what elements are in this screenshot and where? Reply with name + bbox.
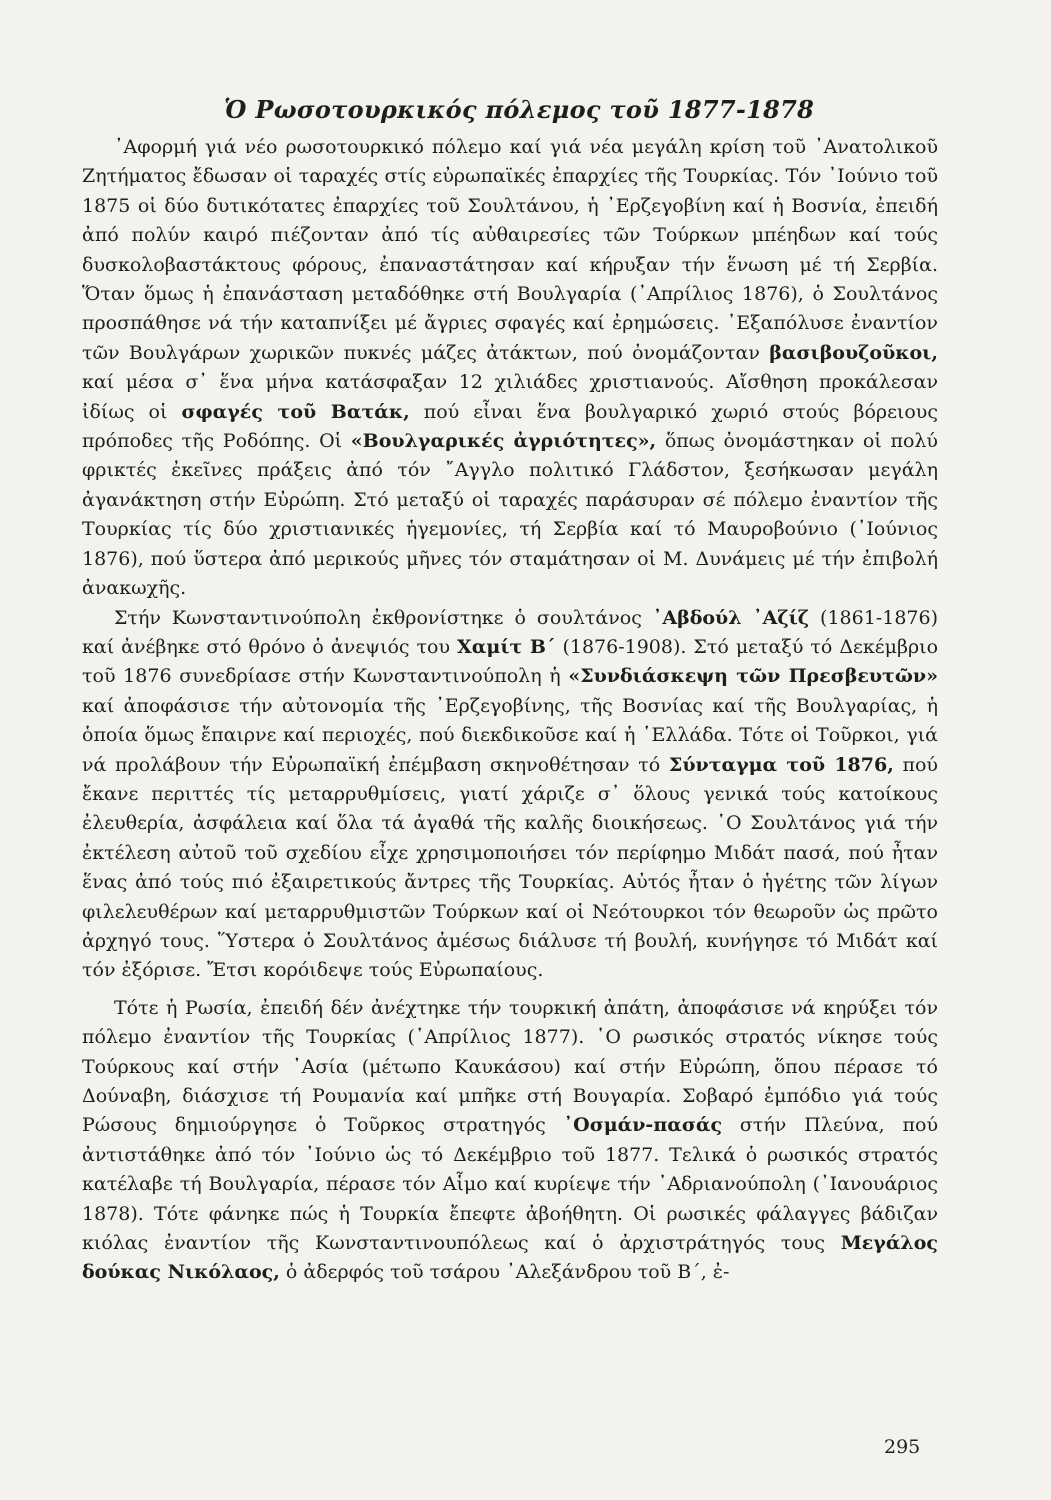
body-text — [82, 133, 938, 1288]
text-run: ᾿Αφορμή γιά νέο ρωσοτουρκικό πόλεμο καί γιά νέα μεγάλη κρίση τοῦ ᾿Ανατολικοῦ Ζητήματος ἔδωσαν οἱ ταραχές στίς εὐρωπαϊκές ἐπαρχίες τῆς Τουρκίας. Τόν ᾿Ιούνιο τοῦ 1875 οἱ δύο δυτικότατες ἐπαρχίες τοῦ Σουλτάνου, ἡ ᾿Ερζεγοβίνη καί ἡ Βοσνία, ἐπειδή ἀπό πολύν καιρό πιέζονταν ἀπό τίς αὐθαιρεσίες τῶν Τούρκων μπέηδων καί τούς δυσκολοβαστάκτους φόρους, ἐπαναστάτησαν καί κήρυξαν τήν ἕνωση μέ τή Σερβία. Ὅταν ὅμως ἡ ἐπανάσταση μεταδόθηκε στή Βουλγαρία (᾿Απρίλιος 1876), ὁ Σουλτάνος προσπάθησε νά τήν καταπνίξει μέ ἄγριες σφαγές καί ἐρημώσεις. ᾿Εξαπόλυσε ἐναντίον τῶν Βουλγάρων χωρικῶν πυκνές μάζες ἀτάκτων, πού ὀνομάζονταν — [82, 136, 938, 364]
bold-term: Σύνταγμα τοῦ 1876, — [668, 753, 894, 776]
paragraph-1 — [82, 133, 938, 604]
paragraph-3 — [82, 994, 938, 1288]
page-number: 295 — [884, 1436, 921, 1458]
paragraph-2 — [82, 604, 938, 986]
text-run: Τότε ἡ Ρωσία, ἐπειδή δέν ἀνέχτηκε τήν τουρκική ἀπάτη, ἀποφάσισε νά κηρύξει τόν πόλεμο ἐναντίον τῆς Τουρκίας (᾿Απρίλιος 1877). ῾Ο ρωσικός στρατός νίκησε τούς Τούρκους καί στήν ᾿Ασία (μέτωπο Καυκάσου) καί στήν Εὐρώπη, ὅπου πέρασε τό Δούναβη, διάσχισε τή Ρουμανία καί μπῆκε στή Βουγαρία. Σοβαρό ἐμπόδιο γιά τούς Ρώσους δημιούργησε ὁ Τοῦρκος στρατηγός — [82, 996, 938, 1137]
text-run: (1876-1908). Στό μεταξύ τό Δεκέμβριο τοῦ 1876 συνεδρίασε στήν Κωνσταντινούπολη ἡ — [82, 635, 939, 688]
bold-term: ᾿Οσμάν-πασάς — [563, 1114, 723, 1137]
bold-term: «Βουλγαρικές ἀγριότητες», — [350, 430, 657, 453]
bold-term: Χαμίτ Β´ — [457, 635, 556, 658]
text-run: πού ἔκανε περιττές τίς μεταρρυθμίσεις, γιατί χάριζε σ᾿ ὅλους γενικά τούς κατοίκους ἐλευθερία, ἀσφάλεια καί ὅλα τά ἀγαθά τῆς καλῆς διοικήσεως. ῾Ο Σουλτάνος γιά τήν ἐκτέλεση αὐτοῦ τοῦ σχεδίου εἶχε χρησιμοποιήσει τόν περίφημο Μιδάτ πασά, πού ἦταν ἕνας ἀπό τούς πιό ἐξαιρετικούς ἄντρες τῆς Τουρκίας. Αὐτός ἦταν ὁ ἡγέτης τῶν λίγων φιλελευθέρων καί μεταρρυθμιστῶν Τούρκων καί οἱ Νεότουρκοι τόν θεωροῦν ὡς πρῶτο ἀρχηγό τους. Ὕστερα ὁ Σουλτάνος ἀμέσως διάλυσε τή βουλή, κυνήγησε τό Μιδάτ καί τόν ἐξόρισε. Ἔτσι κορόιδεψε τούς Εὐρωπαίους. — [82, 753, 938, 982]
text-run: πού εἶναι ἕνα βουλγαρικό χωριό στούς βόρειους πρόποδες τῆς Ροδόπης. Οἱ — [82, 400, 938, 453]
text-run: στήν Πλεύνα, πού ἀντιστάθηκε ἀπό τόν ᾿Ιούνιο ὡς τό Δεκέμβριο τοῦ 1877. Τελικά ὁ ρωσικός στρατός κατέλαβε τή Βουλγαρία, πέρασε τόν Αἷμο καί κυρίεψε τήν ᾿Αδριανούπολη (᾿Ιανουάριος 1878). Τότε φάνηκε πώς ἡ Τουρκία ἔπεφτε ἀβοήθητη. Οἱ ρωσικές φάλαγγες βάδιζαν κιόλας ἐναντίον τῆς Κωνσταντινουπόλεως καί ὁ ἀρχιστράτηγός τους — [82, 1114, 939, 1255]
bold-term: «Συνδιάσκεψη τῶν Πρεσβευτῶν» — [568, 665, 938, 688]
text-run: Στήν Κωνσταντινούπολη ἐκθρονίστηκε ὁ σουλτάνος — [114, 606, 653, 629]
text-run: καί μέσα σ᾿ ἕνα μήνα κατάσφαξαν 12 χιλιάδες χριστιανούς. Αἴσθηση προκάλεσαν ἰδίως οἱ — [82, 371, 938, 423]
bold-term: Μεγάλος δούκας Νικόλαος, — [82, 1232, 938, 1284]
text-run: ὁ ἀδερφός τοῦ τσάρου ᾿Αλεξάνδρου τοῦ Β´, ἐ- — [279, 1261, 730, 1284]
page-title: Ὁ Ρωσοτουρκικός πόλεμος τοῦ 1877-1878 — [224, 95, 815, 124]
text-run: καί ἀποφάσισε τήν αὐτονομία τῆς ᾿Ερζεγοβίνης, τῆς Βοσνίας καί τῆς Βουλγαρίας, ἡ ὁποία ὅμως ἔπαιρνε καί περιοχές, πού διεκδικοῦσε καί ἡ ῾Ελλάδα. Τότε οἱ Τοῦρκοι, γιά νά προλάβουν τήν Εὐρωπαϊκή ἐπέμβαση σκηνοθέτησαν τό — [82, 694, 938, 776]
bold-term: σφαγές τοῦ Βατάκ, — [181, 400, 410, 423]
bold-term: ᾿Αβδούλ ᾿Αζίζ — [652, 606, 810, 629]
bold-term: βασιβουζοῦκοι, — [769, 341, 938, 364]
text-run: ὅπως ὀνομάστηκαν οἱ πολύ φρικτές ἐκεῖνες πράξεις ἀπό τόν ῎Αγγλο πολιτικό Γλάδστον, ξεσήκωσαν μεγάλη ἀγανάκτηση στήν Εὐρώπη. Στό μεταξύ οἱ ταραχές παράσυραν σέ πόλεμο ἐναντίον τῆς Τουρκίας τίς δύο χριστιανικές ἡγεμονίες, τή Σερβία καί τό Μαυροβούνιο (᾿Ιούνιος 1876), πού ὕστερα ἀπό μερικούς μῆνες τόν σταμάτησαν οἱ Μ. Δυνάμεις μέ τήν ἐπιβολή ἀνακωχῆς. — [82, 430, 938, 600]
text-run: (1861-1876) καί ἀνέβηκε στό θρόνο ὁ ἀνεψιός του — [82, 606, 938, 658]
